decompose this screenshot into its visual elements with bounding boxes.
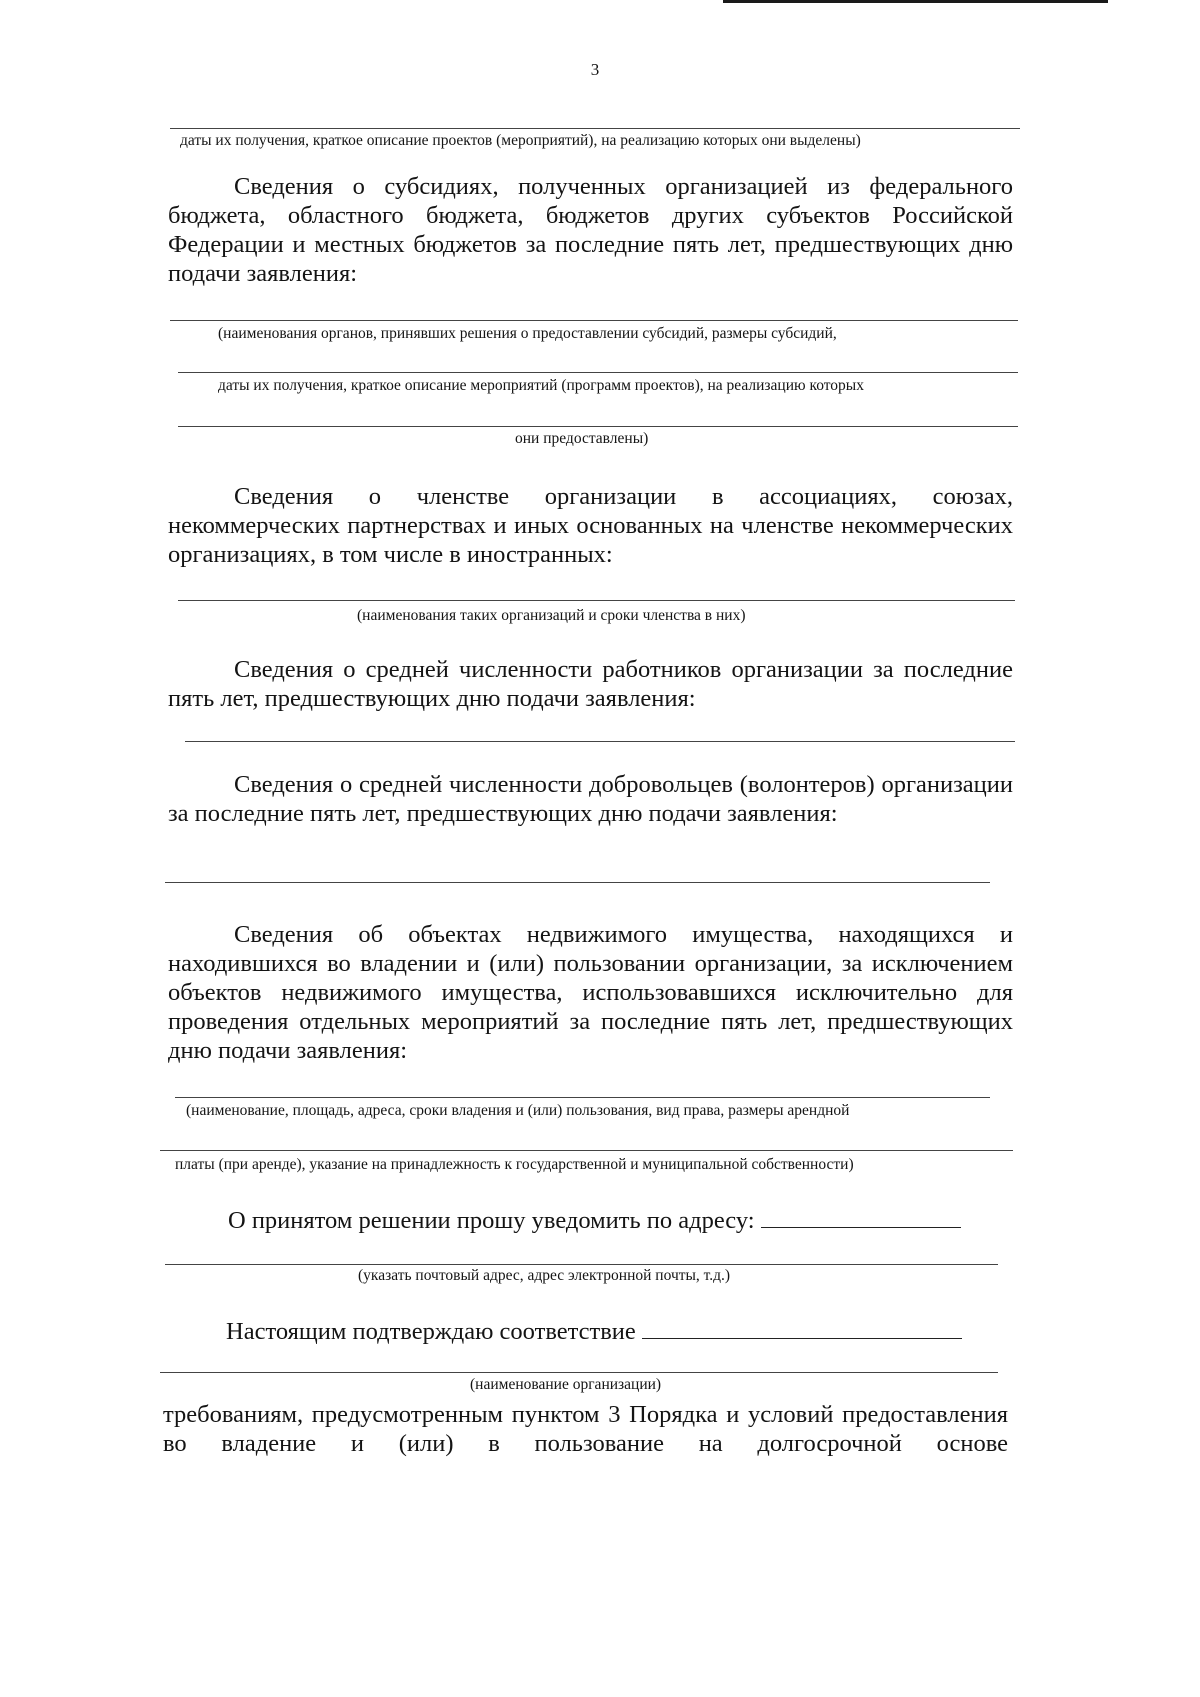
field-caption: даты их получения, краткое описание мероприятий (программ проектов), на реализацию которых bbox=[218, 377, 864, 394]
field-caption: (наименование организации) bbox=[470, 1376, 662, 1393]
field-caption: (наименования органов, принявших решения о предоставлении субсидий, размеры субсидий, bbox=[218, 325, 837, 342]
field-line bbox=[160, 1372, 998, 1373]
field-caption: они предоставлены) bbox=[515, 430, 649, 447]
requirements-text: требованиям, предусмотренным пунктом 3 Порядка и условий предоставления во владение и (или) в пользование на долгосрочной основе bbox=[163, 1401, 1008, 1457]
organization-field[interactable] bbox=[642, 1320, 962, 1339]
field-line bbox=[178, 600, 1015, 601]
property-text: Сведения об объектах недвижимого имущества, находящихся и находившихся во владении и (или) пользовании организации, за исключением объектов недвижимого имущества, использовавшихся исключительно для проведения отдельных мероприятий за последние пять лет, предшествующих дню подачи заявления: bbox=[168, 921, 1013, 1064]
field-caption: (указать почтовый адрес, адрес электронной почты, т.д.) bbox=[358, 1267, 731, 1284]
subsidies-paragraph bbox=[168, 172, 1013, 288]
field-line bbox=[178, 372, 1018, 373]
field-line bbox=[160, 1150, 1013, 1151]
membership-text: Сведения о членстве организации в ассоциациях, союзах, некоммерческих партнерствах и иных основанных на членстве некоммерческих организациях, в том числе в иностранных: bbox=[168, 483, 1013, 568]
field-line bbox=[175, 1097, 990, 1098]
field-line bbox=[185, 741, 1015, 742]
scan-edge bbox=[723, 0, 1108, 3]
field-caption: (наименование, площадь, адреса, сроки владения и (или) пользования, вид права, размеры арендной bbox=[186, 1102, 850, 1119]
field-caption: (наименования таких организаций и сроки членства в них) bbox=[357, 607, 746, 624]
field-caption: даты их получения, краткое описание проектов (мероприятий), на реализацию которых они выделены) bbox=[180, 132, 861, 149]
employees-paragraph bbox=[168, 655, 1013, 713]
employees-text: Сведения о средней численности работников организации за последние пять лет, предшествующих дню подачи заявления: bbox=[168, 656, 1013, 712]
notify-text: О принятом решении прошу уведомить по адресу: bbox=[228, 1207, 755, 1234]
property-paragraph bbox=[168, 920, 1013, 1065]
confirm-line bbox=[226, 1317, 1016, 1346]
volunteers-text: Сведения о средней численности добровольцев (волонтеров) организации за последние пять лет, предшествующих дню подачи заявления: bbox=[168, 771, 1013, 827]
subsidies-text: Сведения о субсидиях, полученных организацией из федерального бюджета, областного бюджета, бюджетов других субъектов Российской Федерации и местных бюджетов за последние пять лет, предшествующих дню подачи заявления: bbox=[168, 173, 1013, 287]
field-caption: платы (при аренде), указание на принадлежность к государственной и муниципальной собственности) bbox=[175, 1156, 854, 1173]
page-number: 3 bbox=[590, 60, 600, 79]
field-line bbox=[170, 128, 1020, 129]
notify-line bbox=[228, 1206, 1018, 1235]
field-line bbox=[178, 426, 1018, 427]
field-line bbox=[170, 320, 1018, 321]
field-line bbox=[165, 882, 990, 883]
confirm-text: Настоящим подтверждаю соответствие bbox=[226, 1318, 636, 1345]
address-field[interactable] bbox=[761, 1209, 961, 1228]
volunteers-paragraph bbox=[168, 770, 1013, 828]
field-line bbox=[165, 1264, 998, 1265]
membership-paragraph bbox=[168, 482, 1013, 569]
requirements-paragraph bbox=[163, 1400, 1008, 1458]
